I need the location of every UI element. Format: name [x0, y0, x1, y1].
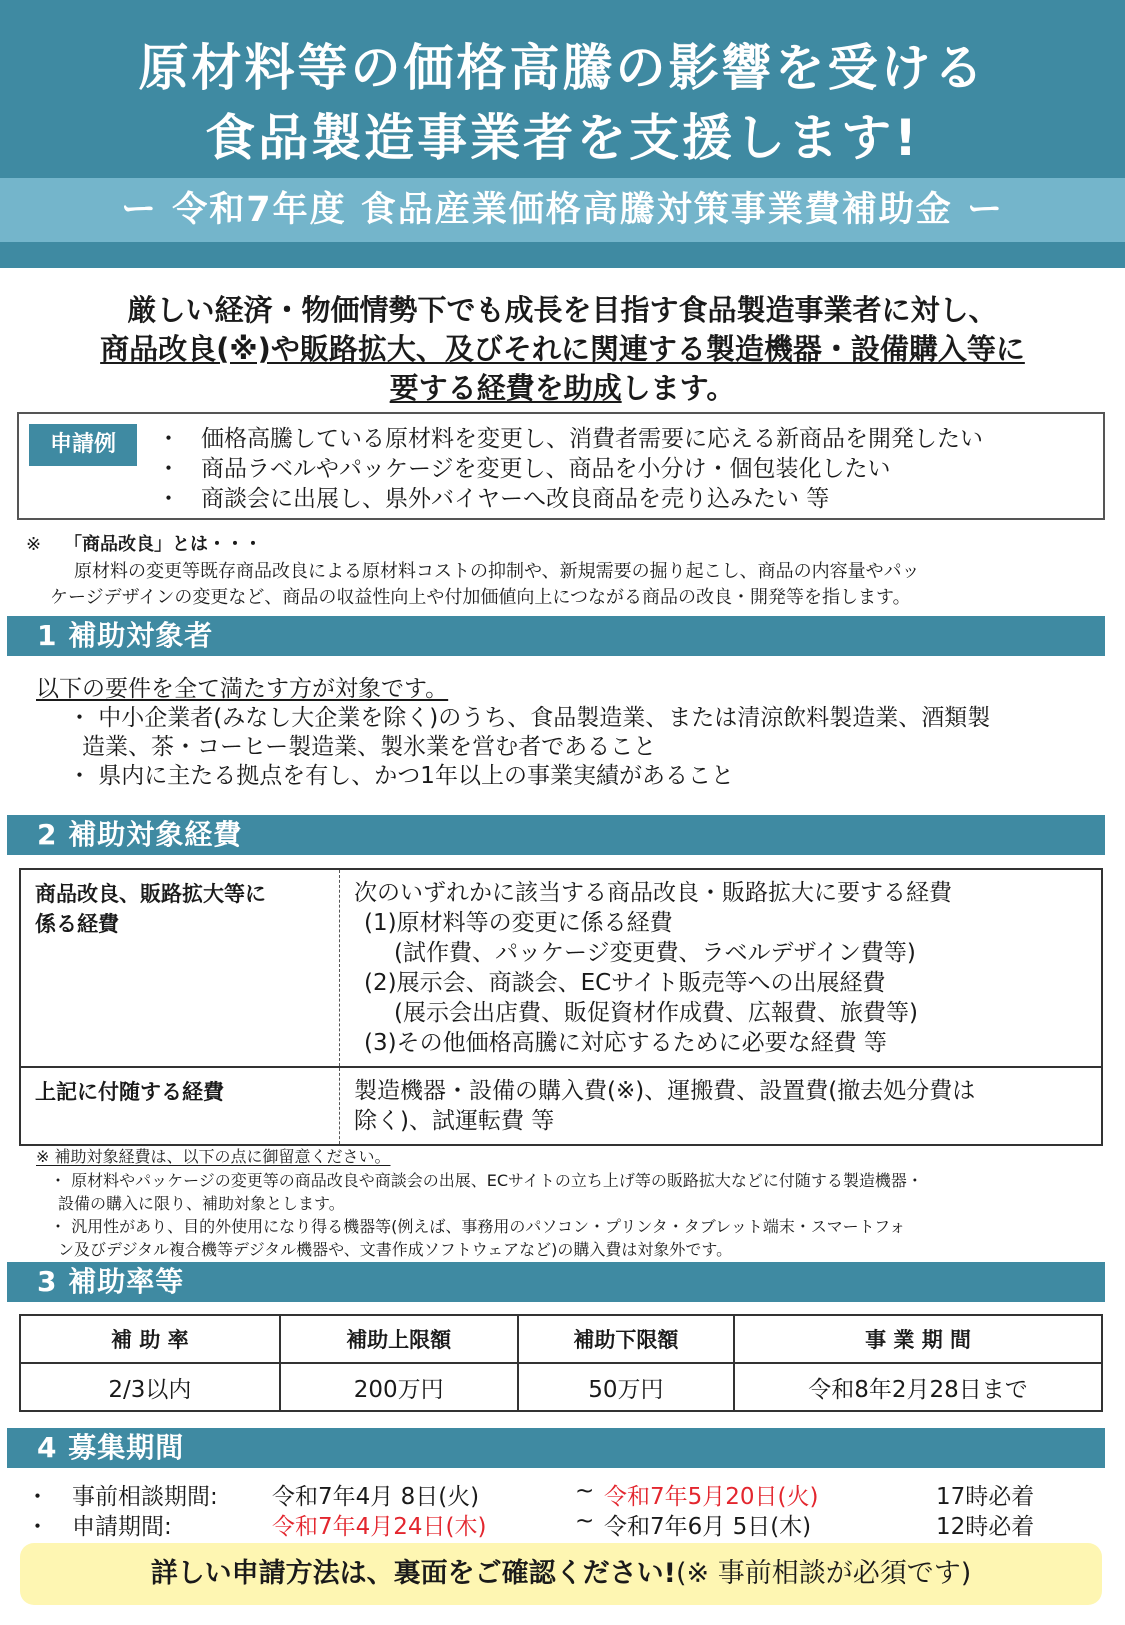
expenses-note1-line1: ・ 原材料やパッケージの変更等の商品改良や商談会の出展、ECサイトの立ち上げ等の販路拡大などに付随する製造機器・ [50, 1171, 923, 1190]
lower-limit-value: 50万円 [518, 1363, 734, 1411]
consult-period-end: 令和7年5月20日(火) [604, 1484, 819, 1510]
expenses-row2-label: 上記に付随する経費 [20, 1067, 340, 1145]
intro-line3 [0, 366, 1125, 407]
table-row [20, 1363, 1102, 1411]
expenses-note-title: ※ 補助対象経費は、以下の点に御留意ください。 [36, 1147, 391, 1166]
footer-sub-text: (※ 事前相談が必須です) [676, 1558, 972, 1589]
content-line: (1)原材料等の変更に係る経費 [364, 910, 673, 936]
eligible-item2: ・ 県内に主たる拠点を有し、かつ1年以上の事業実績があること [68, 763, 734, 789]
note-title-text: 「商品改良」とは・・・ [63, 534, 262, 555]
footer-main-text: 詳しい申請方法は、裏面をご確認ください! [150, 1558, 677, 1589]
upper-limit-value: 200万円 [280, 1363, 518, 1411]
application-deadline: 12時必着 [936, 1514, 1035, 1540]
application-examples-box [17, 412, 1105, 520]
lower-limit-header: 補助下限額 [518, 1315, 734, 1363]
note-line1: 原材料の変更等既存商品改良による原材料コストの抑制や、新規需要の掘り起こし、商品の内容量やパッ [74, 561, 920, 582]
rate-value: 2/3以内 [20, 1363, 280, 1411]
example-item-text: 価格高騰している原材料を変更し、消費者需要に応える新商品を開発したい [201, 426, 983, 452]
period-header: 事 業 期 間 [734, 1315, 1102, 1363]
label-line: 係る経費 [35, 912, 119, 936]
bullet: ・ [157, 426, 180, 452]
expenses-row1-content [340, 869, 1103, 1067]
example-item-text: 商談会に出展し、県外バイヤーへ改良商品を売り込みたい 等 [201, 486, 830, 512]
expenses-row2-content [340, 1067, 1103, 1145]
content-line: (2)展示会、商談会、ECサイト販売等への出展経費 [364, 970, 886, 996]
expenses-row1-label [20, 869, 340, 1067]
example-item-3 [157, 480, 829, 513]
content-line: 次のいずれかに該当する商品改良・販路拡大に要する経費 [354, 880, 952, 906]
section-heading-rate: 3 補助率等 [7, 1262, 1105, 1302]
intro-line1: 厳しい経済・物価情勢下でも成長を目指す食品製造事業者に対し、 [127, 293, 998, 327]
rate-table [19, 1314, 1103, 1412]
intro-line3-rest: します。 [621, 371, 736, 405]
expenses-table [19, 868, 1103, 1146]
bullet: ・ [26, 1484, 49, 1510]
content-line: (試作費、パッケージ変更費、ラベルデザイン費等) [394, 940, 916, 966]
period-value: 令和8年2月28日まで [734, 1363, 1102, 1411]
expenses-note2-line2: ン及びデジタル複合機等デジタル機器や、文書作成ソフトウェアなど)の購入費は対象外です。 [58, 1240, 733, 1259]
label-line: 商品改良、販路拡大等に [35, 882, 266, 906]
application-period-label: 申請期間: [72, 1514, 172, 1540]
header-divider [0, 242, 1125, 268]
page-title-line1: 原材料等の価格高騰の影響を受ける [138, 39, 987, 97]
section-heading-eligible: 1 補助対象者 [7, 616, 1105, 656]
consult-deadline: 17時必着 [936, 1484, 1035, 1510]
application-period-end: 令和7年6月 5日(木) [604, 1514, 812, 1540]
page-subtitle: ー 令和7年度 食品産業価格高騰対策事業費補助金 ー [0, 178, 1125, 242]
table-row [20, 1315, 1102, 1363]
page-title-line2: 食品製造事業者を支援します! [205, 109, 920, 167]
bullet: ・ [157, 486, 180, 512]
consult-period-label: 事前相談期間: [72, 1484, 218, 1510]
example-item-1 [157, 420, 983, 453]
expenses-note1-line2: 設備の購入に限り、補助対象とします。 [58, 1194, 345, 1213]
section-heading-recruitment: 4 募集期間 [7, 1428, 1105, 1468]
rate-header: 補 助 率 [20, 1315, 280, 1363]
footer-callout [20, 1543, 1102, 1605]
eligible-item1-line2: 造業、茶・コーヒー製造業、製氷業を営む者であること [82, 734, 657, 760]
note-title [26, 530, 262, 556]
note-mark: ※ [26, 534, 42, 555]
consult-period-start: 令和7年4月 8日(火) [272, 1484, 480, 1510]
content-line: (3)その他価格高騰に対応するために必要な経費 等 [364, 1030, 887, 1056]
intro-line3-underlined: 要する経費を助成 [389, 371, 622, 405]
examples-badge: 申請例 [29, 424, 137, 466]
content-line: 製造機器・設備の購入費(※)、運搬費、設置費(撤去処分費は [354, 1078, 976, 1104]
note-line2: ケージデザインの変更など、商品の収益性向上や付加価値向上につながる商品の改良・開発等を指します。 [50, 587, 911, 608]
period-separator: ~ [575, 1478, 595, 1504]
bullet: ・ [26, 1514, 49, 1540]
example-item-text: 商品ラベルやパッケージを変更し、商品を小分け・個包装化したい [201, 456, 891, 482]
content-line: (展示会出店費、販促資材作成費、広報費、旅費等) [394, 1000, 918, 1026]
eligible-lead: 以下の要件を全て満たす方が対象です。 [36, 676, 449, 702]
bullet: ・ [157, 456, 180, 482]
table-row [20, 1067, 1102, 1145]
period-separator: ~ [575, 1508, 595, 1534]
section-heading-expenses: 2 補助対象経費 [7, 815, 1105, 855]
example-item-2 [157, 450, 891, 483]
intro-line2: 商品改良(※)や販路拡大、及びそれに関連する製造機器・設備購入等に [100, 332, 1025, 366]
content-line: 除く)、試運転費 等 [354, 1108, 555, 1134]
eligible-item1-line1: ・ 中小企業者(みなし大企業を除く)のうち、食品製造業、または清涼飲料製造業、酒類製 [68, 705, 991, 731]
table-row [20, 869, 1102, 1067]
expenses-note2-line1: ・ 汎用性があり、目的外使用になり得る機器等(例えば、事務用のパソコン・プリンタ・タブレット端末・スマートフォ [50, 1217, 906, 1236]
application-period-start: 令和7年4月24日(木) [272, 1514, 487, 1540]
upper-limit-header: 補助上限額 [280, 1315, 518, 1363]
